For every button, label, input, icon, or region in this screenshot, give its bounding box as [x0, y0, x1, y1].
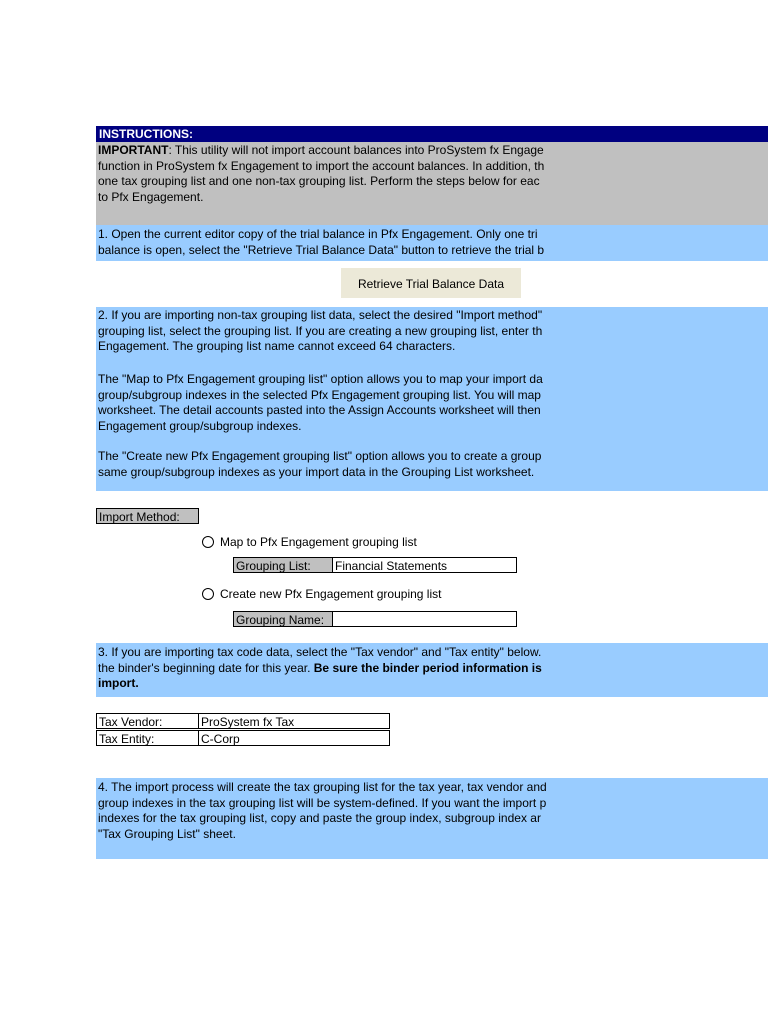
step3-line-1: 3. If you are importing tax code data, select the "Tax vendor" and "Tax entity" below. [98, 645, 542, 659]
important-line-2: one tax grouping list and one non-tax grouping list. Perform the steps below for eac [98, 174, 540, 188]
important-line-1: function in ProSystem fx Engagement to import the account balances. In addition, th [98, 158, 545, 173]
step4-line-3: indexes for the tax grouping list, copy and paste the group index, subgroup index ar [98, 811, 541, 825]
grouping-list-label: Grouping List: [233, 557, 333, 573]
step2-line-3: Engagement. The grouping list name cannot exceed 64 characters. [98, 339, 456, 353]
instructions-header: INSTRUCTIONS: [96, 126, 768, 142]
step4-line-4: "Tax Grouping List" sheet. [98, 826, 236, 841]
important-label: IMPORTANT [98, 143, 169, 157]
map-grouping-radio[interactable] [202, 536, 214, 548]
step3-text [98, 645, 565, 692]
step3-line-3: import. [98, 676, 139, 690]
map-grouping-option[interactable] [202, 534, 417, 550]
grouping-list-field[interactable]: Financial Statements [332, 557, 517, 573]
map-option-text [98, 372, 565, 434]
tax-entity-label: Tax Entity: [96, 730, 199, 746]
important-line-3: to Pfx Engagement. [98, 189, 204, 204]
map-line-1: The "Map to Pfx Engagement grouping list" option allows you to map your import da [98, 372, 543, 386]
grouping-name-field[interactable] [332, 611, 517, 627]
map-grouping-option-label: Map to Pfx Engagement grouping list [220, 535, 417, 549]
tax-entity-field[interactable]: C-Corp [198, 730, 390, 746]
create-line-2: same group/subgroup indexes as your import data in the Grouping List worksheet. [98, 464, 535, 479]
step1-text [98, 227, 565, 258]
step4-text [98, 780, 565, 842]
step1-line-1: 1. Open the current editor copy of the trial balance in Pfx Engagement. Only one tri [98, 227, 538, 241]
step4-line-1: 4. The import process will create the tax grouping list for the tax year, tax vendor and [98, 780, 547, 794]
step3-line-2: the binder's beginning date for this year. [98, 660, 314, 675]
step2-line-1: 2. If you are importing non-tax grouping list data, select the desired "Import method" [98, 308, 543, 322]
grouping-name-label: Grouping Name: [233, 611, 333, 627]
tax-vendor-field[interactable]: ProSystem fx Tax [198, 713, 390, 729]
important-text [98, 143, 565, 205]
create-grouping-radio[interactable] [202, 588, 214, 600]
tax-vendor-label: Tax Vendor: [96, 713, 199, 729]
step3-line-2-bold: Be sure the binder period information is [313, 660, 542, 675]
step2-line-2: grouping list, select the grouping list. If you are creating a new grouping list, enter th [98, 323, 543, 338]
import-method-label: Import Method: [96, 508, 199, 524]
create-option-text [98, 449, 565, 480]
map-line-3: worksheet. The detail accounts pasted into the Assign Accounts worksheet will then [98, 403, 541, 417]
step1-line-2: balance is open, select the "Retrieve Trial Balance Data" button to retrieve the trial b [98, 242, 545, 257]
map-line-2: group/subgroup indexes in the selected Pfx Engagement grouping list. You will map [98, 387, 541, 402]
important-line-0: : This utility will not import account balances into ProSystem fx Engage [168, 143, 544, 157]
map-line-4: Engagement group/subgroup indexes. [98, 418, 302, 433]
retrieve-trial-balance-button[interactable]: Retrieve Trial Balance Data [341, 268, 521, 298]
create-line-1: The "Create new Pfx Engagement grouping list" option allows you to create a group [98, 449, 542, 463]
create-grouping-option-label: Create new Pfx Engagement grouping list [220, 587, 442, 601]
create-grouping-option[interactable] [202, 586, 441, 602]
step2-text [98, 308, 565, 355]
step4-line-2: group indexes in the tax grouping list will be system-defined. If you want the import p [98, 795, 547, 810]
